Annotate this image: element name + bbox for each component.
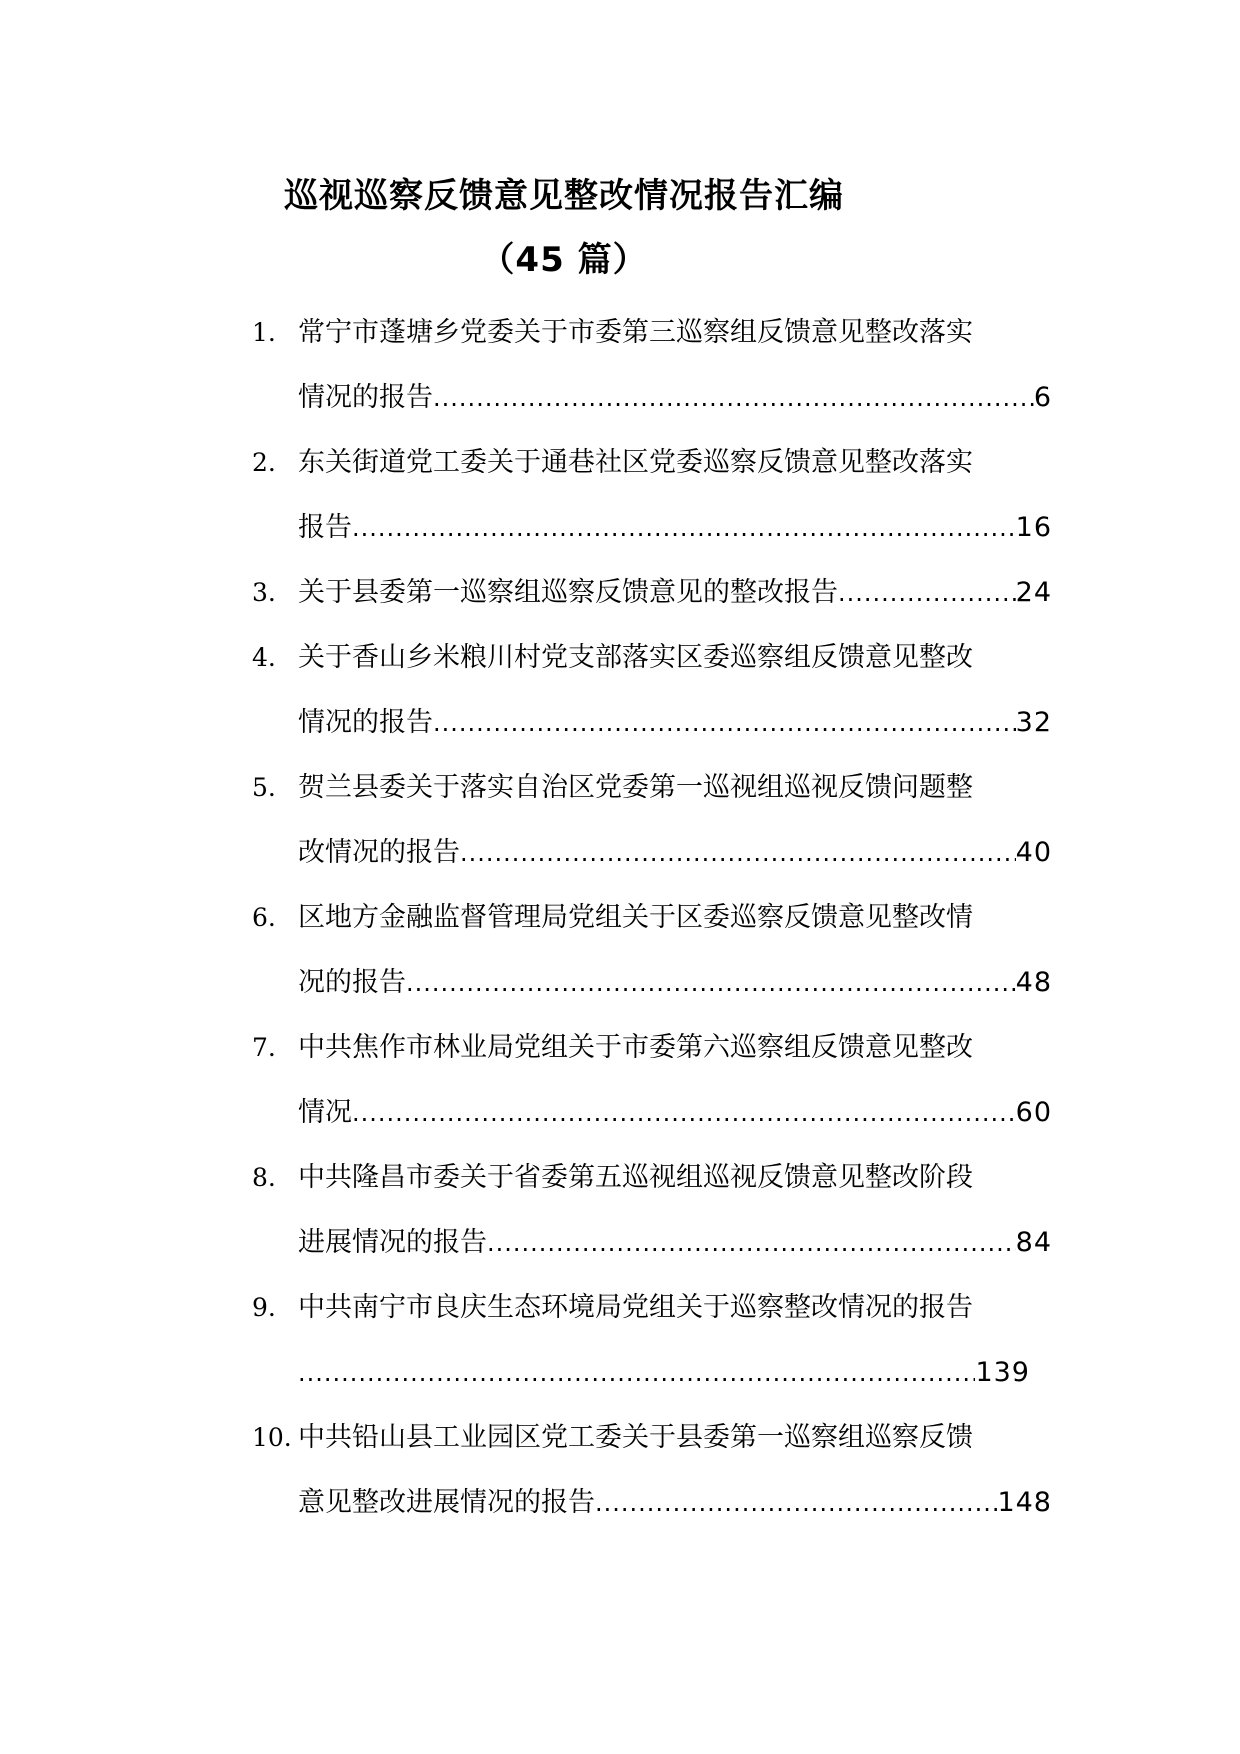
toc-entry-title-line1: 中共隆昌市委关于省委第五巡视组巡视反馈意见整改阶段 (298, 1162, 973, 1193)
toc-leader-dots (838, 561, 1016, 626)
toc-entry-page-number: 84 (1015, 1227, 1052, 1258)
toc-entry-page-number: 32 (1015, 707, 1052, 738)
toc-entry-number: 5. (252, 773, 276, 802)
toc-entry-number: 6. (252, 903, 276, 932)
toc-leader-dots (460, 821, 1016, 886)
toc-entry-title-line2: 况的报告 (298, 967, 406, 998)
toc-entry-title-line1: 中共铅山县工业园区党工委关于县委第一巡察组巡察反馈 (298, 1422, 973, 1453)
toc-entry-number: 7. (252, 1033, 276, 1062)
toc-entry-title-line1: 常宁市蓬塘乡党委关于市委第三巡察组反馈意见整改落实 (298, 317, 973, 348)
toc-entry-title-line2: 情况 (298, 1097, 352, 1128)
toc-entry-title-line1: 区地方金融监督管理局党组关于区委巡察反馈意见整改情 (298, 902, 973, 933)
toc-entry-title-line2: 情况的报告 (298, 382, 433, 413)
toc-entry-number: 3. (252, 578, 276, 607)
toc-entry-title-line2: 报告 (298, 512, 352, 543)
toc-entry-title-line1: 东关街道党工委关于通巷社区党委巡察反馈意见整改落实 (298, 447, 973, 478)
toc-entry[interactable] (252, 885, 1052, 1015)
toc-leader-dots (595, 1471, 997, 1536)
document-subtitle: （45 篇） (480, 240, 648, 280)
toc-entry-title-line2: 意见整改进展情况的报告 (298, 1487, 595, 1518)
toc-entry[interactable] (252, 430, 1052, 560)
toc-entry-page-number: 16 (1015, 512, 1052, 543)
toc-entry-title-line1: 关于香山乡米粮川村党支部落实区委巡察组反馈意见整改 (298, 642, 973, 673)
toc-entry[interactable] (252, 560, 1052, 625)
toc-entry-title-line2: 关于县委第一巡察组巡察反馈意见的整改报告 (298, 577, 838, 608)
toc-leader-dots (298, 1341, 975, 1406)
toc-entry-title-line2: 进展情况的报告 (298, 1227, 487, 1258)
toc-leader-dots (352, 1081, 1016, 1146)
toc-entry-page-number: 60 (1015, 1097, 1052, 1128)
toc-entry-page-number: 48 (1015, 967, 1052, 998)
toc-entry-number: 9. (252, 1293, 276, 1322)
toc-entry-title-line2: 改情况的报告 (298, 837, 460, 868)
table-of-contents (252, 300, 1052, 1535)
toc-entry-number: 8. (252, 1163, 276, 1192)
toc-entry[interactable] (252, 1145, 1052, 1275)
toc-entry[interactable] (252, 1405, 1052, 1535)
toc-entry-page-number: 139 (975, 1357, 1030, 1388)
toc-leader-dots (433, 691, 1016, 756)
toc-entry-number: 10. (252, 1423, 292, 1452)
toc-leader-dots (406, 951, 1016, 1016)
toc-entry[interactable] (252, 1275, 1052, 1405)
toc-entry[interactable] (252, 300, 1052, 430)
toc-entry-page-number: 6 (1033, 382, 1052, 413)
toc-entry-title-line1: 中共南宁市良庆生态环境局党组关于巡察整改情况的报告 (298, 1292, 973, 1323)
toc-entry-page-number: 24 (1015, 577, 1052, 608)
toc-entry[interactable] (252, 625, 1052, 755)
toc-entry[interactable] (252, 1015, 1052, 1145)
document-title: 巡视巡察反馈意见整改情况报告汇编 (284, 176, 844, 216)
toc-leader-dots (487, 1211, 1016, 1276)
toc-leader-dots (433, 366, 1034, 431)
toc-entry-number: 4. (252, 643, 276, 672)
toc-entry-page-number: 148 (997, 1487, 1052, 1518)
toc-entry-number: 1. (252, 318, 276, 347)
toc-entry-title-line1: 中共焦作市林业局党组关于市委第六巡察组反馈意见整改 (298, 1032, 973, 1063)
toc-entry-number: 2. (252, 448, 276, 477)
toc-leader-dots (352, 496, 1016, 561)
toc-entry-page-number: 40 (1015, 837, 1052, 868)
toc-entry-title-line2: 情况的报告 (298, 707, 433, 738)
toc-entry-title-line1: 贺兰县委关于落实自治区党委第一巡视组巡视反馈问题整 (298, 772, 973, 803)
toc-entry[interactable] (252, 755, 1052, 885)
